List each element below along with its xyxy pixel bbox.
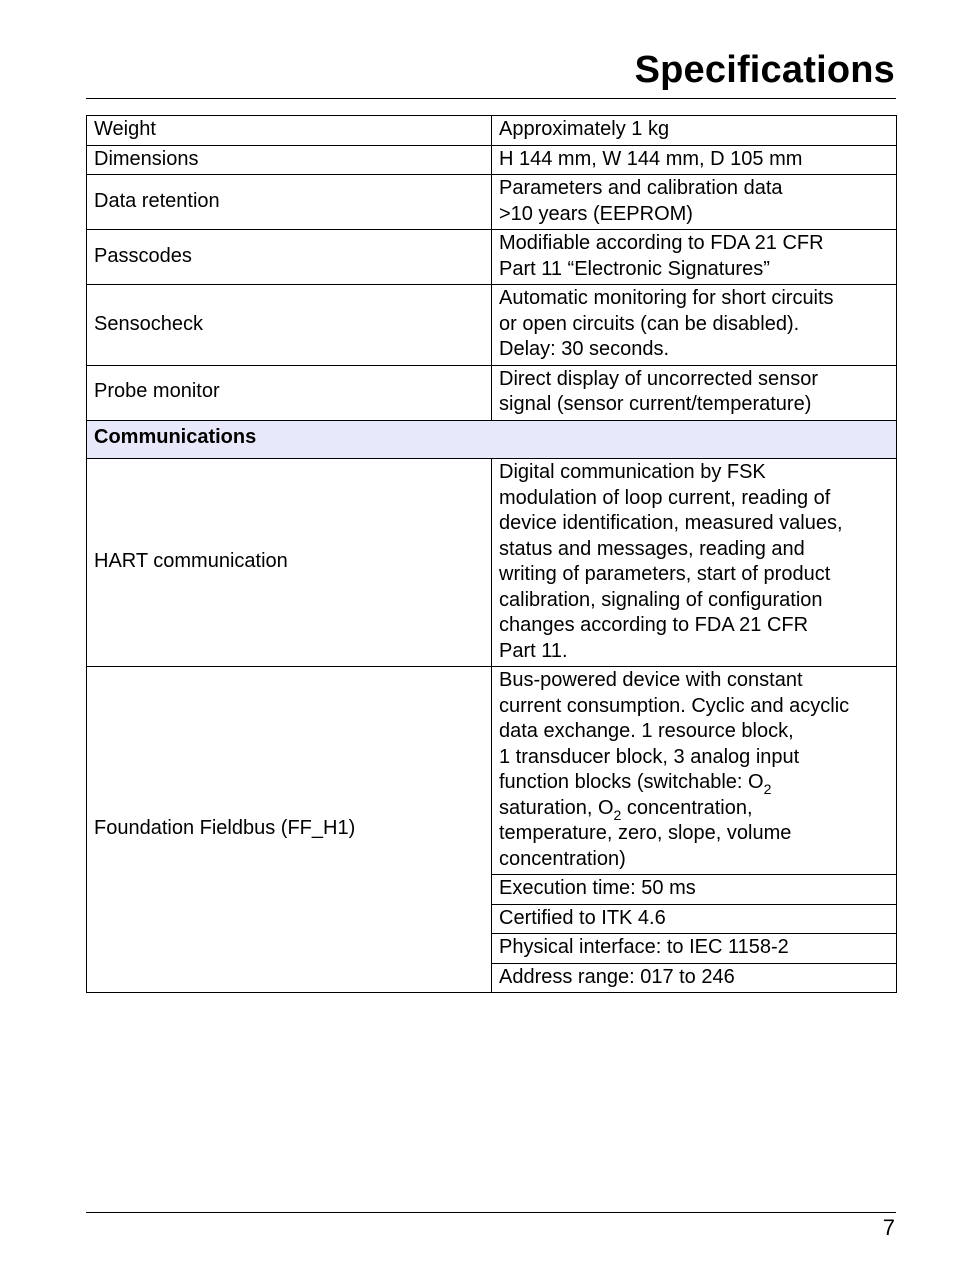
value-line: Delay: 30 seconds.	[499, 338, 670, 360]
row-value	[492, 175, 897, 230]
footer-divider	[86, 1212, 896, 1213]
subscript: 2	[763, 781, 772, 797]
value-line: Approximately 1 kg	[499, 118, 670, 140]
value-line: Parameters and calibration data	[499, 177, 783, 199]
row-label: Sensocheck	[87, 285, 492, 366]
row-label: Weight	[87, 116, 492, 146]
value-line: Bus-powered device with constant	[499, 669, 803, 691]
specifications-table	[86, 115, 897, 993]
row-value	[492, 365, 897, 420]
value-line: concentration)	[499, 847, 626, 870]
value-line: Automatic monitoring for short circuits	[499, 287, 834, 309]
row-label: Foundation Fieldbus (FF_H1)	[87, 667, 492, 993]
table-row	[87, 175, 897, 230]
row-value	[492, 667, 897, 875]
page-number: 7	[882, 1215, 895, 1240]
value-line: temperature, zero, slope, volume	[499, 822, 792, 844]
row-label: Passcodes	[87, 230, 492, 285]
text-fragment: concentration,	[621, 796, 753, 819]
row-value	[492, 459, 897, 667]
value-line: signal (sensor current/temperature)	[499, 393, 812, 415]
row-value: Certified to ITK 4.6	[492, 904, 897, 934]
row-value	[492, 230, 897, 285]
row-value: Address range: 017 to 246	[492, 963, 897, 993]
table-row	[87, 145, 897, 175]
table-row	[87, 116, 897, 146]
row-label: Dimensions	[87, 145, 492, 175]
value-line	[499, 770, 890, 796]
value-line: Part 11.	[499, 639, 568, 662]
value-line: changes according to FDA 21 CFR	[499, 614, 809, 636]
row-value: Physical interface: to IEC 1158-2	[492, 934, 897, 964]
value-line: calibration, signaling of configuration	[499, 588, 823, 611]
page-title: Specifications	[634, 49, 895, 91]
value-line: data exchange. 1 resource block,	[499, 720, 794, 742]
value-line: writing of parameters, start of product	[499, 563, 831, 585]
value-line: 1 transducer block, 3 analog input	[499, 745, 800, 768]
value-line	[499, 796, 890, 822]
row-label: Probe monitor	[87, 365, 492, 420]
row-value	[492, 285, 897, 366]
title-divider	[86, 98, 896, 99]
table-row	[87, 285, 897, 366]
value-line: current consumption. Cyclic and acyclic	[499, 694, 850, 717]
row-value: Execution time: 50 ms	[492, 875, 897, 905]
section-title: Communications	[87, 420, 897, 459]
table-row	[87, 459, 897, 667]
table-row	[87, 230, 897, 285]
section-header-row	[87, 420, 897, 459]
table-row	[87, 667, 897, 875]
value-line: or open circuits (can be disabled).	[499, 312, 800, 335]
table-row	[87, 365, 897, 420]
text-fragment: saturation, O	[499, 796, 614, 819]
value-line: Direct display of uncorrected sensor	[499, 367, 819, 390]
subscript: 2	[613, 806, 622, 823]
value-line: >10 years (EEPROM)	[499, 202, 693, 225]
row-label: HART communication	[87, 459, 492, 667]
row-value	[492, 145, 897, 175]
value-line: Digital communication by FSK	[499, 461, 766, 483]
value-line: H 144 mm, W 144 mm, D 105 mm	[499, 147, 803, 170]
value-line: status and messages, reading and	[499, 537, 805, 560]
row-label: Data retention	[87, 175, 492, 230]
text-fragment: function blocks (switchable: O	[499, 771, 764, 793]
value-line: device identification, measured values,	[499, 512, 843, 534]
value-line: modulation of loop current, reading of	[499, 486, 831, 509]
row-value	[492, 116, 897, 146]
value-line: Modifiable according to FDA 21 CFR	[499, 232, 824, 254]
value-line: Part 11 “Electronic Signatures”	[499, 257, 770, 280]
